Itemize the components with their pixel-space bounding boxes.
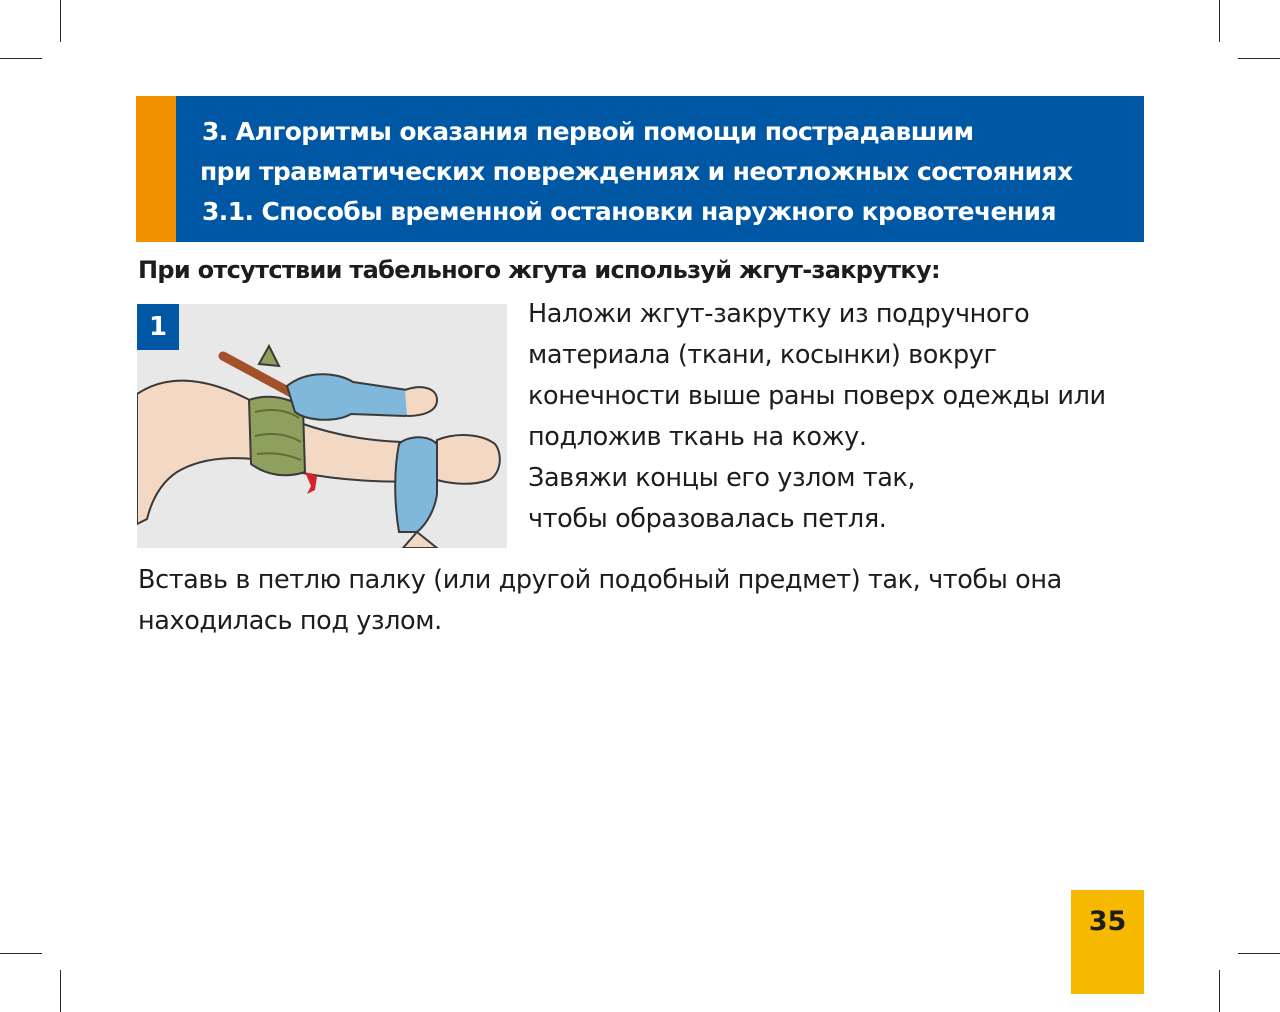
- instruction-line: Завяжи концы его узлом так,: [528, 463, 916, 493]
- crop-mark: [0, 953, 42, 954]
- section-title: 3. Алгоритмы оказания первой помощи пострадавшим: [202, 117, 974, 146]
- step-illustration: [137, 304, 507, 548]
- crop-mark: [0, 58, 42, 59]
- instruction-line: Наложи жгут-закрутку из подручного: [528, 299, 1030, 329]
- tourniquet-application-illustration-icon: [137, 304, 507, 548]
- continuation-line: Вставь в петлю палку (или другой подобный предмет) так, чтобы она: [138, 565, 1062, 595]
- step-number-badge: 1: [137, 304, 179, 350]
- page-number: 35: [1088, 906, 1127, 937]
- section-title-continued: при травматических повреждениях и неотложных состояниях: [200, 157, 1073, 186]
- step-instructions: [528, 294, 1148, 540]
- instruction-heading: При отсутствии табельного жгута используй жгут-закрутку:: [138, 256, 940, 284]
- continuation-line: находилась под узлом.: [138, 606, 442, 636]
- instruction-line: конечности выше раны поверх одежды или: [528, 381, 1106, 411]
- crop-mark: [60, 0, 61, 42]
- instruction-line: подложив ткань на кожу.: [528, 422, 867, 452]
- subsection-title: 3.1. Способы временной остановки наружного кровотечения: [202, 197, 1056, 226]
- header-accent-bar: [136, 96, 176, 242]
- crop-mark: [1238, 58, 1280, 59]
- crop-mark: [1219, 970, 1220, 1012]
- crop-mark: [1219, 0, 1220, 42]
- page-number-badge: [1071, 890, 1144, 994]
- crop-mark: [60, 970, 61, 1012]
- crop-mark: [1238, 953, 1280, 954]
- section-header: [136, 96, 1144, 242]
- instruction-line: чтобы образовалась петля.: [528, 504, 887, 534]
- instruction-line: материала (ткани, косынки) вокруг: [528, 340, 997, 370]
- continuation-text: [138, 560, 1138, 642]
